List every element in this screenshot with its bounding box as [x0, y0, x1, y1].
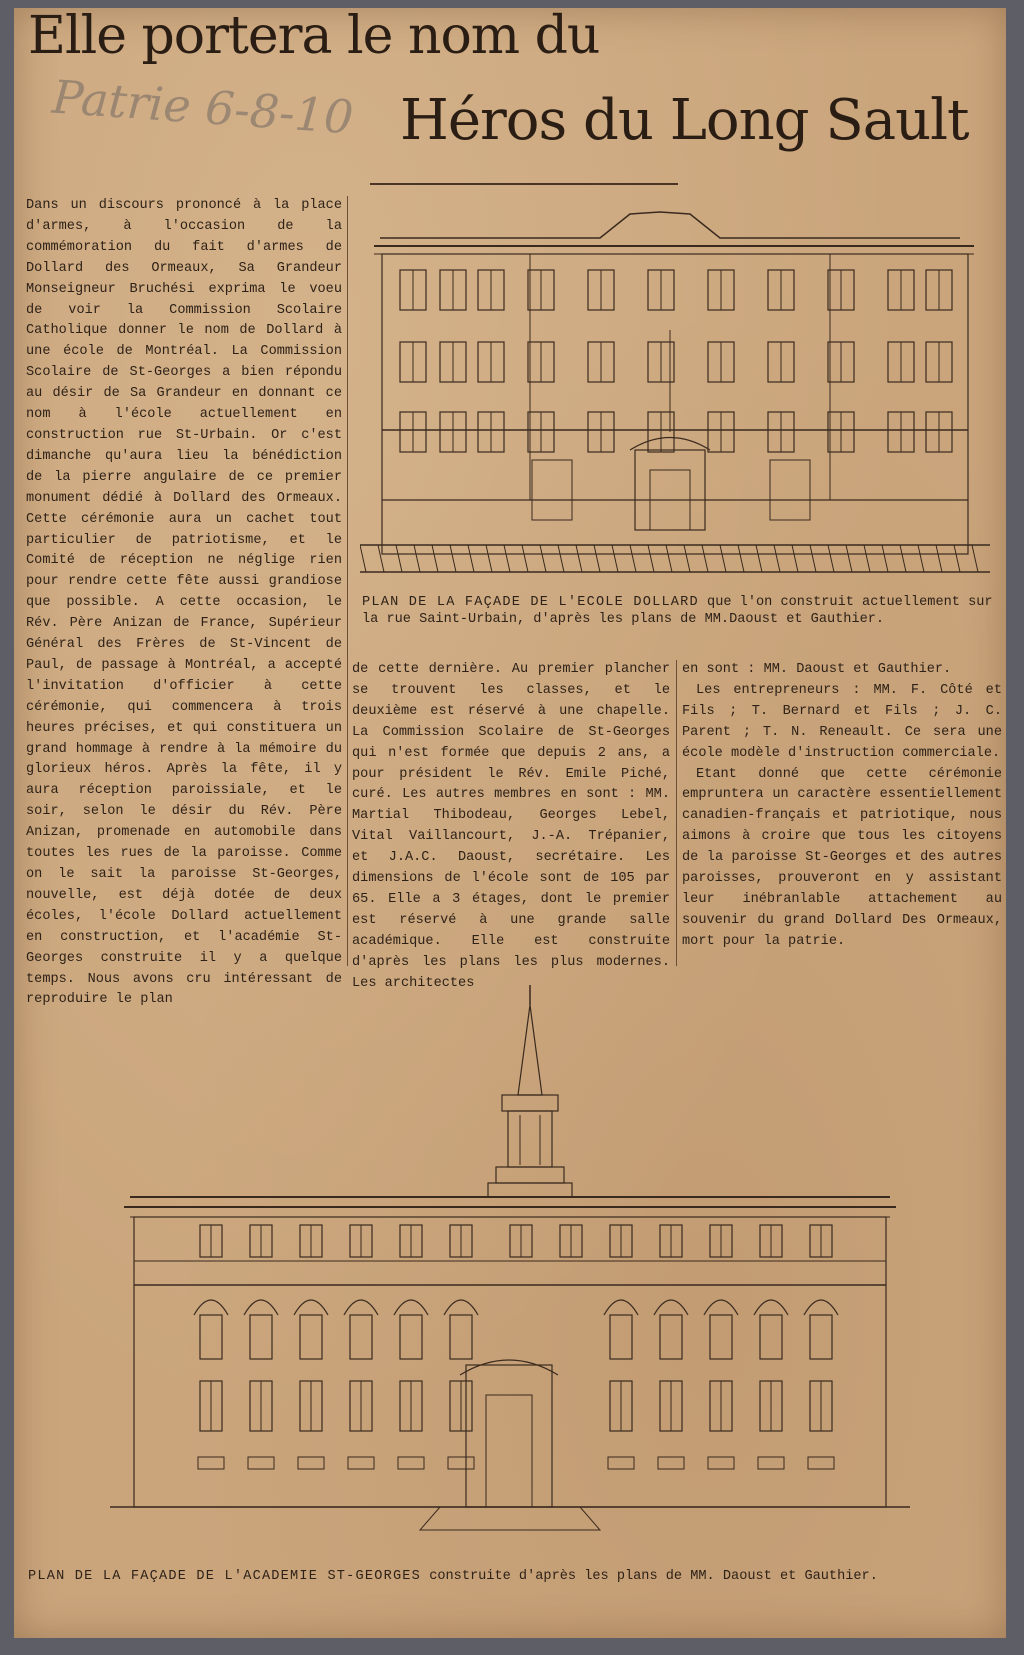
window-sketch: [300, 1315, 322, 1359]
arch-sketch: [654, 1300, 688, 1315]
window-sketch: [808, 1457, 834, 1469]
line-sketch: [594, 545, 600, 572]
window-sketch: [450, 1315, 472, 1359]
window-sketch: [400, 1315, 422, 1359]
window-sketch: [250, 1315, 272, 1359]
line-sketch: [666, 545, 672, 572]
line-sketch: [504, 545, 510, 572]
line-sketch: [954, 545, 960, 572]
arch-sketch: [754, 1300, 788, 1315]
line-sketch: [684, 545, 690, 572]
window-sketch: [608, 1457, 634, 1469]
window-sketch: [708, 1457, 734, 1469]
caption-dollard-lead: PLAN DE LA FAÇADE DE L'ECOLE DOLLARD: [362, 595, 699, 610]
article-column-2: [352, 660, 670, 995]
line-sketch: [648, 545, 654, 572]
line-sketch: [702, 545, 708, 572]
headline-line-1: Elle portera le nom du: [28, 6, 600, 66]
line-sketch: [792, 545, 798, 572]
article-column-1: [26, 196, 342, 1011]
column-rule-2: [676, 660, 677, 966]
window-sketch: [398, 1457, 424, 1469]
caption-academie-st-georges: [28, 1568, 988, 1585]
column-1-paragraph: Dans un discours prononcé à la place d'armes, à l'occasion de la commémoration du fait d'armes de Dollard des Ormeaux, Sa Grandeur Monseigneur Bruchési exprima le voeu de voir la Commission Scolaire Catholique donner le nom de Dollard à une école de Montréal. La Commission Scolaire de St-Georges a bien répondu au désir de Sa Grandeur en donnant ce nom à l'école actuellement en construction rue St-Urbain. Or c'est dimanche qu'aura lieu la bénédiction de la pierre angulaire de ce premier monument dédié à Dollard des Ormeaux. Cette cérémonie aura un cachet tout particulier de patriotisme, et le Comité de réception ne néglige rien pour rendre cette fête aussi grandiose que possible. A cette occasion, le Rév. Père Anizan de France, Supérieur Général des Frères de St-Vincent de Paul, de passage à Montréal, a accepté l'invitation d'officier à cette cérémonie, qui commencera à trois heures précises, et qui constituera un grand hommage à rendre à la mémoire du glorieux héros. Après la fête, il y aura réception paroissiale, et le soir, selon le désir du Rév. Père Anizan, promenade en automobile dans toutes les rues de la paroisse. Comme on le sait la paroisse St-Georges, nouvelle, est déjà dotée de deux écoles, l'école Dollard actuellement en construction, et l'académie St-Georges construite il y a quelque temps. Nous avons cru intéressant de reproduire le plan: [26, 198, 342, 1008]
column-rule-1: [347, 196, 348, 966]
line-sketch: [450, 545, 456, 572]
line-sketch: [810, 545, 816, 572]
column-3-paragraph-2: Les entrepreneurs : MM. F. Côté et Fils ; T. Bernard et Fils ; J. C. Parent ; T. N. Reneault. Ce sera une école modèle d'instruction commerciale.: [682, 682, 1002, 761]
line-sketch: [918, 545, 924, 572]
line-sketch: [486, 545, 492, 572]
window-sketch: [448, 1457, 474, 1469]
line-sketch: [900, 545, 906, 572]
line-sketch: [936, 545, 942, 572]
arch-sketch: [704, 1300, 738, 1315]
arch-sketch: [444, 1300, 478, 1315]
article-column-3: [682, 660, 1002, 953]
academie-st-georges-facade-illustration: [110, 985, 910, 1535]
window-sketch: [200, 1315, 222, 1359]
column-3-paragraph-1: en sont : MM. Daoust et Gauthier.: [682, 662, 952, 677]
column-2-paragraph: de cette dernière. Au premier plancher se trouvent les classes, et le deuxième est réservé à une chapelle. La Commission Scolaire de St-Georges qui n'est formée que depuis 2 ans, a pour président le Rév. Emile Piché, curé. Les autres membres en sont : MM. Martial Thibodeau, Georges Lebel, Vital Vaillancourt, J.-A. Trépanier, et J.A.C. Daoust, secrétaire. Les dimensions de l'école sont de 105 par 65. Elle a 3 étages, dont le premier est réservé à une grande salle académique. Elle est construite d'après les plans les plus modernes. Les architectes: [352, 662, 670, 991]
line-sketch: [468, 545, 474, 572]
window-sketch: [710, 1315, 732, 1359]
handwritten-date-note: Patrie 6-8-10: [50, 69, 356, 145]
arch-sketch: [604, 1300, 638, 1315]
window-sketch: [298, 1457, 324, 1469]
window-sketch: [248, 1457, 274, 1469]
line-sketch: [972, 545, 978, 572]
window-sketch: [198, 1457, 224, 1469]
line-sketch: [558, 545, 564, 572]
caption-ecole-dollard: [362, 594, 1002, 628]
window-sketch: [660, 1315, 682, 1359]
line-sketch: [720, 545, 726, 572]
column-3-paragraph-3: Etant donné que cette cérémonie empruntera un caractère essentiellement canadien-français et patriotique, nous aimons à croire que tous les citoyens de la paroisse St-Georges et des autres paroisses, prouveront en y assistant leur inébranlable attachement au souvenir du grand Dollard Des Ormeaux, mort pour la patrie.: [682, 766, 1002, 949]
caption-academie-rest: construite d'après les plans de MM. Daoust et Gauthier.: [429, 1569, 878, 1584]
arch-sketch: [344, 1300, 378, 1315]
line-sketch: [378, 545, 384, 572]
line-sketch: [828, 545, 834, 572]
line-sketch: [882, 545, 888, 572]
line-sketch: [576, 545, 582, 572]
line-sketch: [774, 545, 780, 572]
arch-sketch: [394, 1300, 428, 1315]
window-sketch: [758, 1457, 784, 1469]
window-sketch: [348, 1457, 374, 1469]
line-sketch: [432, 545, 438, 572]
line-sketch: [630, 545, 636, 572]
headline-line-2: Héros du Long Sault: [400, 88, 969, 153]
arch-sketch: [294, 1300, 328, 1315]
line-sketch: [522, 545, 528, 572]
line-sketch: [864, 545, 870, 572]
window-sketch: [350, 1315, 372, 1359]
line-sketch: [414, 545, 420, 572]
ecole-dollard-facade-illustration: [360, 200, 1000, 580]
arch-sketch: [194, 1300, 228, 1315]
caption-dollard-rest: que l'on construit actuellement sur la rue Saint-Urbain, d'après les plans de MM.Daoust et Gauthier.: [362, 595, 993, 627]
line-sketch: [360, 545, 366, 572]
headline-rule: [370, 183, 678, 185]
arch-sketch: [804, 1300, 838, 1315]
window-sketch: [810, 1315, 832, 1359]
window-sketch: [760, 1315, 782, 1359]
line-sketch: [738, 545, 744, 572]
line-sketch: [396, 545, 402, 572]
arch-sketch: [244, 1300, 278, 1315]
line-sketch: [846, 545, 852, 572]
window-sketch: [658, 1457, 684, 1469]
caption-academie-lead: PLAN DE LA FAÇADE DE L'ACADEMIE ST-GEORGES: [28, 1569, 422, 1584]
line-sketch: [756, 545, 762, 572]
window-sketch: [610, 1315, 632, 1359]
line-sketch: [540, 545, 546, 572]
line-sketch: [612, 545, 618, 572]
